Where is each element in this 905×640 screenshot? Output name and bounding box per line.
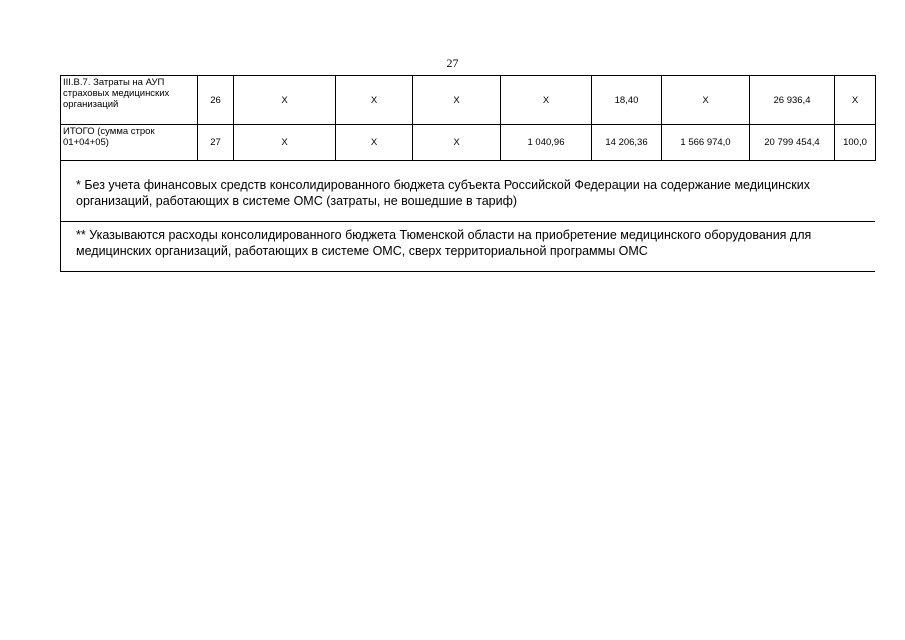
page-number: 27 <box>446 56 459 70</box>
table-cell: 1 040,96 <box>501 125 592 161</box>
row-code: 27 <box>198 125 234 161</box>
data-table <box>60 75 876 161</box>
table-cell: Х <box>501 76 592 125</box>
table-cell: Х <box>336 76 413 125</box>
table-cell: 100,0 <box>835 125 876 161</box>
table-cell: 18,40 <box>592 76 662 125</box>
table-cell: 14 206,36 <box>592 125 662 161</box>
footnote-1: * Без учета финансовых средств консолидированного бюджета субъекта Российской Федерации на содержание медицинских организаций, работающих в системе ОМС (затраты, не вошедшие в тариф) <box>60 161 875 222</box>
table-cell: Х <box>835 76 876 125</box>
footnote-2: ** Указываются расходы консолидированного бюджета Тюменской области на приобретение медицинского оборудования для медицинских организаций, работающих в системе ОМС, сверх территориальной программы ОМС <box>60 222 875 272</box>
table-cell: 20 799 454,4 <box>750 125 835 161</box>
table-cell: Х <box>234 76 336 125</box>
table-cell: Х <box>662 76 750 125</box>
table-cell: Х <box>336 125 413 161</box>
table-row <box>61 125 876 161</box>
table-row <box>61 76 876 125</box>
table-cell: Х <box>413 125 501 161</box>
table-cell: Х <box>234 125 336 161</box>
table-cell: 26 936,4 <box>750 76 835 125</box>
table-cell: Х <box>413 76 501 125</box>
row-code: 26 <box>198 76 234 125</box>
row-label: III.В.7. Затраты на АУП страховых медицинских организаций <box>61 76 198 125</box>
table-cell: 1 566 974,0 <box>662 125 750 161</box>
row-label: ИТОГО (сумма строк 01+04+05) <box>61 125 198 161</box>
